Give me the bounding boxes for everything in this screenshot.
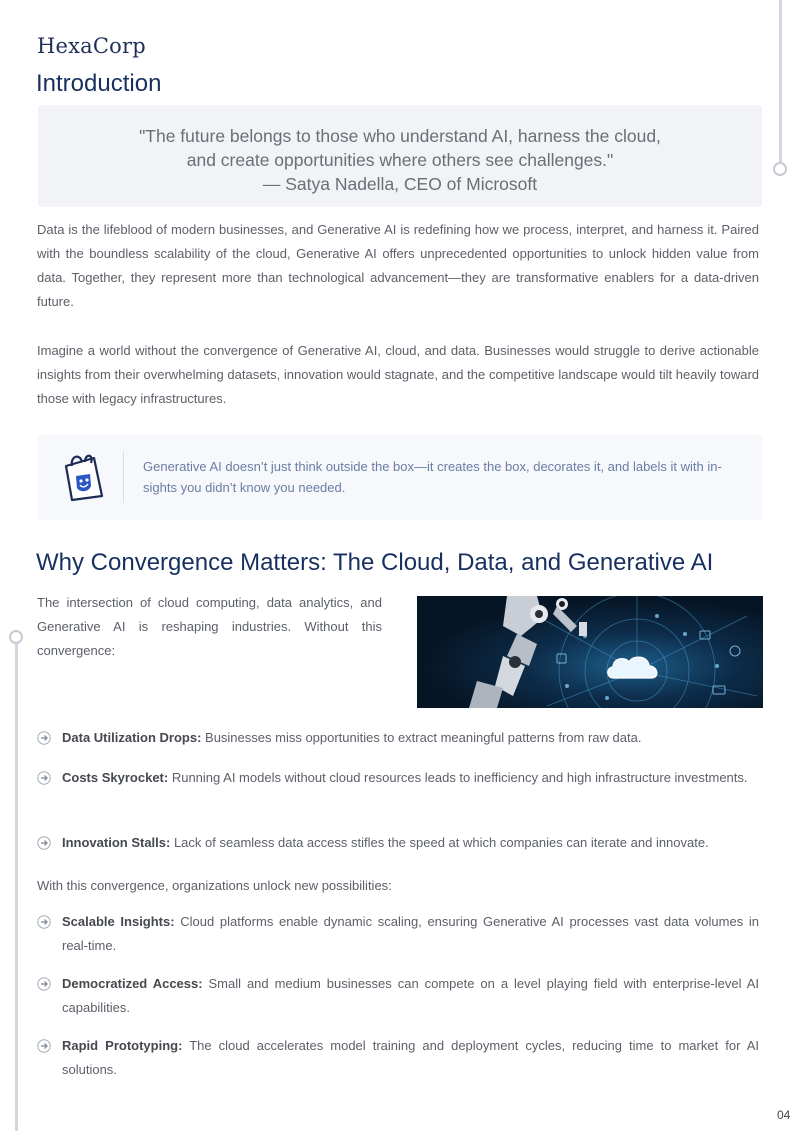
convergence-bridge-text: With this convergence, organizations unlock new possibilities: xyxy=(37,878,392,893)
without-item-1-text: Businesses miss opportunities to extract meaningful patterns from raw data. xyxy=(201,730,642,745)
quote-line-2: and create opportunities where others see challenges." xyxy=(186,150,614,170)
rail-knob-left xyxy=(9,630,23,644)
arrow-circle-icon xyxy=(37,977,51,991)
with-item-3-text: The cloud accelerates model training and deployment cycles, reducing time to market for AI solutions. xyxy=(62,1038,759,1077)
without-item-3 xyxy=(37,831,759,855)
with-item-3 xyxy=(37,1034,759,1082)
with-item-1-title: Scalable Insights: xyxy=(62,914,175,929)
without-item-1 xyxy=(37,726,759,750)
intro-paragraph-2: Imagine a world without the convergence of Generative AI, cloud, and data. Businesses would struggle to derive actionable insights from their overwhelming datasets, innovation would stagnate, and the competitive landscape would tilt heavily toward those with legacy infrastructures. xyxy=(37,343,759,406)
callout-text xyxy=(143,456,743,498)
without-item-1-title: Data Utilization Drops: xyxy=(62,730,202,745)
with-item-1 xyxy=(37,910,759,958)
arrow-circle-icon xyxy=(37,731,51,745)
decorative-rail-right xyxy=(779,0,782,163)
rail-knob-right xyxy=(773,162,787,176)
callout-box xyxy=(38,435,762,520)
arrow-circle-icon xyxy=(37,836,51,850)
convergence-heading: Why Convergence Matters: The Cloud, Data, and Generative AI xyxy=(36,549,714,576)
with-item-2-title: Democratized Access: xyxy=(62,976,203,991)
with-item-2-text: Small and medium businesses can compete on a level playing field with enterprise-level AI capabilities. xyxy=(62,976,759,1015)
with-item-2 xyxy=(37,972,759,1020)
arrow-circle-icon xyxy=(37,915,51,929)
without-item-2-title: Costs Skyrocket: xyxy=(62,770,169,785)
decorative-rail-left xyxy=(15,642,18,1131)
with-item-1-text: Cloud platforms enable dynamic scaling, ensuring Generative AI processes vast data volumes in real-time. xyxy=(62,914,759,953)
quote-attribution: — Satya Nadella, CEO of Microsoft xyxy=(262,174,538,194)
with-item-3-title: Rapid Prototyping: xyxy=(62,1038,183,1053)
quote-box xyxy=(38,105,762,207)
arrow-circle-icon xyxy=(37,771,51,785)
without-item-2 xyxy=(37,766,759,790)
without-item-3-title: Innovation Stalls: xyxy=(62,835,171,850)
robot-cloud-image xyxy=(417,596,763,708)
without-item-3-text: Lack of seamless data access stifles the speed at which companies can iterate and innovate. xyxy=(170,835,709,850)
intro-paragraph-1: Data is the lifeblood of modern businesses, and Generative AI is redefining how we process, interpret, and harness it. Paired with the boundless scalability of the cloud, Generative AI offers unprecedented opportunities to unlock hidden value from data. Together, they represent more than technological advancement—they are transformative enablers for a data-driven future. xyxy=(37,222,759,309)
arrow-circle-icon xyxy=(37,1039,51,1053)
convergence-lead: The intersection of cloud computing, data analytics, and Generative AI is reshaping industries. Without this convergence: xyxy=(37,595,382,658)
shopping-bag-mask-icon xyxy=(58,452,106,502)
callout-line-1: Generative AI doesn’t just think outside the box—it creates the box, decorates it, and labels it with in- xyxy=(143,459,722,474)
page-number: 04 xyxy=(777,1108,791,1122)
callout-divider xyxy=(123,451,124,503)
intro-heading: Introduction xyxy=(36,70,162,97)
without-item-2-text: Running AI models without cloud resources leads to inefficiency and high infrastructure investments. xyxy=(168,770,748,785)
quote-line-1: "The future belongs to those who understand AI, harness the cloud, xyxy=(139,126,661,146)
callout-line-2: sights you didn’t know you needed. xyxy=(143,480,346,495)
brand-logo: HexaCorp xyxy=(37,34,146,58)
